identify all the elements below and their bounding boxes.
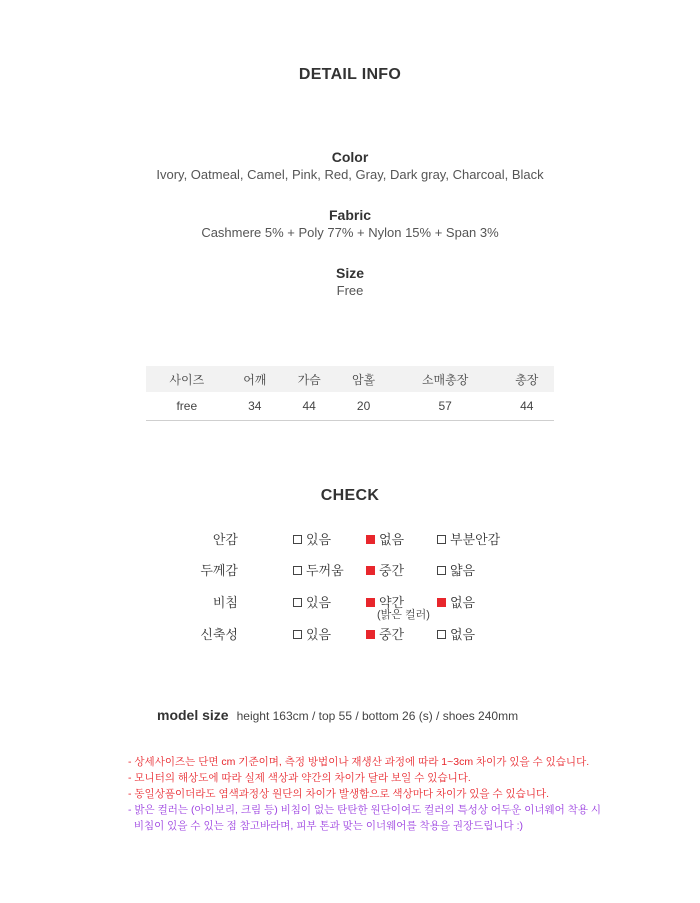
checkbox-checked-icon — [366, 630, 375, 639]
check-option-label: 두꺼움 — [306, 563, 344, 578]
check-option-label: 없음 — [379, 532, 405, 547]
check-option — [366, 560, 404, 579]
checkbox-checked-icon — [366, 535, 375, 544]
checkbox-unchecked-icon — [293, 630, 302, 639]
size-table-cell: 20 — [336, 392, 390, 420]
size-table-header: 암홀 — [336, 366, 390, 392]
note-line: - 동일상품이더라도 염색과정상 원단의 차이가 발생함으로 색상마다 차이가 있을 수 있습니다. — [128, 788, 550, 800]
check-row-thickness — [0, 560, 700, 580]
check-option-label: 있음 — [306, 627, 332, 642]
check-option — [293, 529, 331, 548]
size-value: Free — [336, 283, 364, 298]
note-line: - 상세사이즈는 단면 cm 기준이며, 측정 방법이나 재생산 과정에 따라 1~3cm 차이가 있을 수 있습니다. — [128, 756, 590, 768]
check-option — [366, 624, 404, 643]
size-table-cell: 34 — [228, 392, 282, 420]
size-table-cell: 44 — [500, 392, 554, 420]
size-label: Size — [335, 265, 364, 281]
size-table — [146, 366, 554, 421]
checkbox-unchecked-icon — [293, 598, 302, 607]
size-table-cell: 57 — [391, 392, 500, 420]
size-table-header: 가슴 — [282, 366, 336, 392]
size-table-header: 총장 — [500, 366, 554, 392]
fabric-info — [0, 206, 700, 242]
checkbox-unchecked-icon — [293, 566, 302, 575]
note-line: - 밝은 컬러는 (아이보리, 크림 등) 비침이 없는 탄탄한 원단이여도 컬러의 특성상 어두운 이너웨어 착용 시 — [128, 804, 602, 816]
check-option-label: 얇음 — [450, 563, 476, 578]
fabric-value: Cashmere 5% + Poly 77% + Nylon 15% + Span 3% — [201, 225, 499, 240]
checkbox-checked-icon — [437, 598, 446, 607]
check-option-label: 부분안감 — [450, 532, 501, 547]
check-row-label: 비침 — [212, 595, 238, 610]
note-line: - 모니터의 해상도에 따라 실제 색상과 약간의 차이가 달라 보일 수 있습니다. — [128, 772, 471, 784]
check-option — [366, 529, 404, 548]
size-table-cell: free — [146, 392, 228, 420]
checkbox-unchecked-icon — [293, 535, 302, 544]
check-option — [293, 592, 331, 611]
color-label: Color — [331, 149, 369, 165]
check-option-label: 약간 — [379, 595, 405, 610]
check-option-sublabel: (밝은 컬러) — [377, 609, 430, 621]
check-option — [437, 529, 500, 548]
model-size-value: height 163cm / top 55 / bottom 26 (s) / shoes 240mm — [236, 709, 519, 723]
checkbox-unchecked-icon — [437, 535, 446, 544]
check-option — [437, 592, 475, 611]
size-table-header: 소매총장 — [391, 366, 500, 392]
size-info — [0, 264, 700, 300]
size-table-header-row — [146, 366, 554, 392]
table-row — [146, 392, 554, 420]
check-option-label: 있음 — [306, 532, 332, 547]
check-option-label: 중간 — [379, 627, 405, 642]
size-table-cell: 44 — [282, 392, 336, 420]
check-option-label: 중간 — [379, 563, 405, 578]
checkbox-unchecked-icon — [437, 630, 446, 639]
check-option-label: 없음 — [450, 627, 476, 642]
size-table-header: 어깨 — [228, 366, 282, 392]
check-option-label: 없음 — [450, 595, 476, 610]
model-size-label: model size — [157, 707, 229, 723]
check-row-lining — [0, 529, 700, 549]
size-table-header: 사이즈 — [146, 366, 228, 392]
note-line: 비침이 있을 수 있는 점 참고바라며, 피부 톤과 맞는 이너웨어를 착용을 권장드립니다 :) — [128, 820, 524, 832]
check-title: CHECK — [320, 487, 380, 504]
check-option-label: 있음 — [306, 595, 332, 610]
check-row-stretch — [0, 624, 700, 644]
check-row-sheerness — [0, 592, 700, 621]
check-row-label: 신축성 — [200, 627, 238, 642]
check-option — [437, 560, 475, 579]
model-size — [157, 707, 518, 725]
check-option — [437, 624, 475, 643]
notes — [128, 754, 601, 834]
color-info — [0, 148, 700, 184]
check-option — [293, 560, 344, 579]
color-value: Ivory, Oatmeal, Camel, Pink, Red, Gray, Dark gray, Charcoal, Black — [156, 167, 544, 182]
checkbox-unchecked-icon — [437, 566, 446, 575]
checkbox-checked-icon — [366, 566, 375, 575]
check-option — [293, 624, 331, 643]
check-row-label: 안감 — [212, 532, 238, 547]
fabric-label: Fabric — [328, 207, 371, 223]
checkbox-checked-icon — [366, 598, 375, 607]
check-row-label: 두께감 — [200, 563, 238, 578]
detail-info-title: DETAIL INFO — [298, 66, 402, 83]
